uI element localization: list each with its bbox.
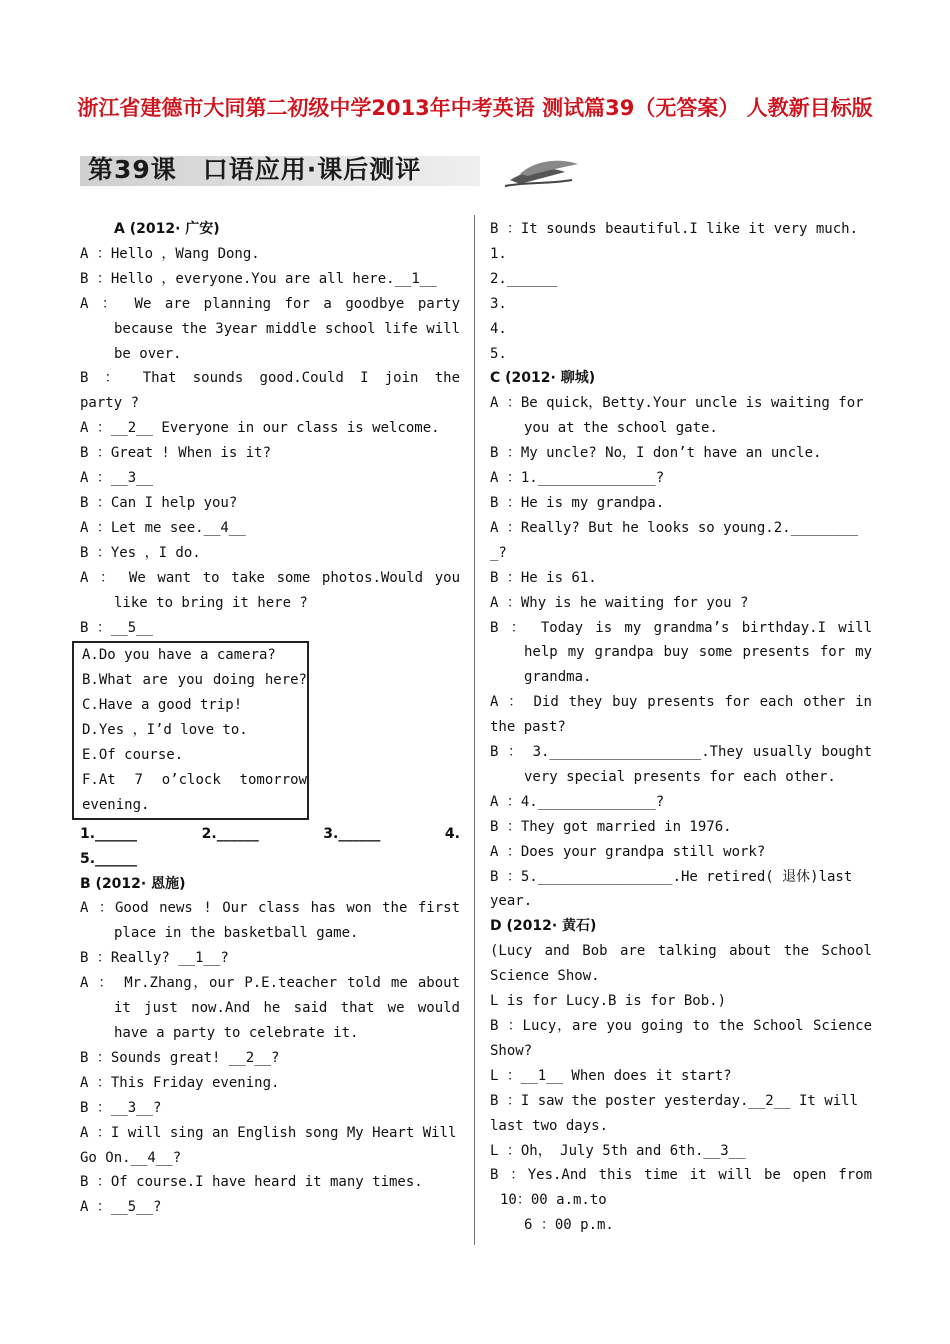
dialogue-line: A ：4.______________? xyxy=(490,793,665,810)
option-item: E.Of course. xyxy=(82,747,184,764)
dialogue-line: the past? xyxy=(490,719,566,736)
option-item: B.What are you doing here? xyxy=(82,672,307,689)
answer-blank[interactable]: 4. xyxy=(444,825,460,842)
section-d-header: D (2012· 黄石) xyxy=(490,918,597,935)
answer-blank[interactable]: 3. xyxy=(490,295,507,312)
dialogue-line: B ：My uncle? No，I don’t have an uncle. xyxy=(490,445,822,462)
dialogue-line: B ：Can I help you? xyxy=(80,494,238,511)
dialogue-line: B ：5.________________.He retired( 退休)last xyxy=(490,868,853,885)
answer-blank[interactable]: 3.______ xyxy=(323,825,381,842)
dialogue-line: because the 3year middle school life will xyxy=(114,320,460,337)
dialogue-line: A ： Mr.Zhang，our P.E.teacher told me about xyxy=(80,975,460,992)
dialogue-line: help my grandpa buy some presents for my xyxy=(524,644,872,661)
answer-blanks-a xyxy=(80,822,460,847)
dialogue-line: B ：He is my grandpa. xyxy=(490,494,665,511)
dialogue-line: be over. xyxy=(114,345,182,362)
dialogue-line: grandma. xyxy=(524,669,592,686)
dialogue-line: B ： Today is my grandma’s birthday.I will xyxy=(490,619,872,636)
dialogue-line: year. xyxy=(490,893,533,910)
dialogue-line: place in the basketball game. xyxy=(114,925,359,942)
dialogue-line: A ：Really? But he looks so young.2.________ xyxy=(490,519,859,536)
option-item: A.Do you have a camera? xyxy=(82,647,276,664)
option-item: C.Have a good trip! xyxy=(82,697,243,714)
dialogue-line: A ：Good news ! Our class has won the first xyxy=(80,900,460,917)
dialogue-line: A ： We are planning for a goodbye party xyxy=(80,295,460,312)
dialogue-line: 6 ：00 p.m. xyxy=(524,1217,614,1234)
options-box xyxy=(72,641,309,819)
dialogue-line: A ： Did they buy presents for each other in xyxy=(490,694,872,711)
dialogue-line: A ：__2__ Everyone in our class is welcome. xyxy=(80,420,440,437)
option-item: F.At 7 o’clock tomorrow evening. xyxy=(82,771,307,813)
dialogue-line: have a party to celebrate it. xyxy=(114,1025,359,1041)
dialogue-line: you at the school gate. xyxy=(524,420,718,437)
dialogue-line: A ：Hello ，Wang Dong. xyxy=(80,245,260,262)
dialogue-line: A ：This Friday evening. xyxy=(80,1074,280,1091)
right-column xyxy=(490,217,872,1238)
dialogue-line: last two days. xyxy=(490,1117,609,1134)
dialogue-line: Show? xyxy=(490,1042,533,1059)
dialogue-line: A ：Does your grandpa still work? xyxy=(490,843,766,860)
dialogue-line: 10：00 a.m.to xyxy=(500,1192,607,1209)
dialogue-line: (Lucy and Bob are talking about the School xyxy=(490,943,872,960)
answer-blank[interactable]: 2.______ xyxy=(490,270,558,287)
dialogue-line: A ：__5__? xyxy=(80,1199,162,1216)
column-divider xyxy=(474,215,475,1245)
dialogue-line: B ：Really? __1__? xyxy=(80,950,229,967)
dialogue-line: Go On.__4__? xyxy=(80,1149,182,1166)
dialogue-line: B ：Lucy，are you going to the School Science xyxy=(490,1018,872,1034)
answer-blank[interactable]: 5.______ xyxy=(80,850,138,867)
dialogue-line: A ：I will sing an English song My Heart Will xyxy=(80,1124,457,1141)
dialogue-line: B ：Yes ，I do. xyxy=(80,544,201,561)
dialogue-line: B ： 3.__________________.They usually bought xyxy=(490,744,872,761)
dialogue-line: B ：I saw the poster yesterday.__2__ It will xyxy=(490,1092,859,1109)
dialogue-line: L ：__1__ When does it start? xyxy=(490,1067,732,1084)
dialogue-line: A ：1.______________? xyxy=(490,470,665,487)
answer-blank[interactable]: 1. xyxy=(490,245,507,262)
dialogue-line: it just now.And he said that we would xyxy=(114,1000,460,1017)
dialogue-line: B ：It sounds beautiful.I like it very much. xyxy=(490,221,859,237)
dialogue-line: _? xyxy=(490,544,507,561)
answer-blank[interactable]: 1.______ xyxy=(80,825,138,842)
dialogue-line: A ：Be quick，Betty.Your uncle is waiting for xyxy=(490,395,864,412)
option-item: D.Yes ，I’d love to. xyxy=(82,722,248,739)
dialogue-line: L is for Lucy.B is for Bob.) xyxy=(490,993,727,1010)
document-title: 浙江省建德市大同第二初级中学2013年中考英语 测试篇39（无答案） 人教新目标版 xyxy=(77,96,873,120)
dialogue-line: B ：He is 61. xyxy=(490,569,597,586)
dialogue-line: A ： We want to take some photos.Would you xyxy=(80,569,460,586)
dialogue-line: party ? xyxy=(80,395,140,412)
section-b-header: B (2012· 恩施) xyxy=(80,875,186,892)
section-c-header: C (2012· 聊城) xyxy=(490,370,596,387)
dialogue-line: A ：Why is he waiting for you ? xyxy=(490,594,749,611)
answer-blank[interactable]: 2.______ xyxy=(201,825,259,842)
dialogue-line: B ：Of course.I have heard it many times. xyxy=(80,1174,423,1191)
left-column xyxy=(80,217,460,1220)
dialogue-line: A ：__3__ xyxy=(80,470,154,487)
dialogue-line: B ： That sounds good.Could I join the xyxy=(80,370,460,387)
dialogue-line: B ：Yes.And this time it will be open from xyxy=(490,1167,872,1184)
dialogue-line: B ：Great ! When is it? xyxy=(80,445,272,462)
dialogue-line: B ：They got married in 1976. xyxy=(490,818,732,835)
dialogue-line: B ：__3__? xyxy=(80,1099,162,1116)
dialogue-line: very special presents for each other. xyxy=(524,768,836,785)
dialogue-line: A ：Let me see.__4__ xyxy=(80,519,246,536)
dialogue-line: B ：Sounds great! __2__? xyxy=(80,1049,280,1066)
lesson-banner: 第39课 口语应用·课后测评 xyxy=(88,155,422,184)
dialogue-line: B ：__5__ xyxy=(80,619,154,636)
dialogue-line: L ：Oh， July 5th and 6th.__3__ xyxy=(490,1142,746,1159)
dialogue-line: B ：Hello ，everyone.You are all here.__1__ xyxy=(80,270,437,287)
section-a-header: A (2012· 广安) xyxy=(114,221,220,237)
dialogue-line: Science Show. xyxy=(490,968,600,985)
answer-blank[interactable]: 5. xyxy=(490,345,507,362)
dialogue-line: like to bring it here ? xyxy=(114,594,308,611)
answer-blank[interactable]: 4. xyxy=(490,320,507,337)
